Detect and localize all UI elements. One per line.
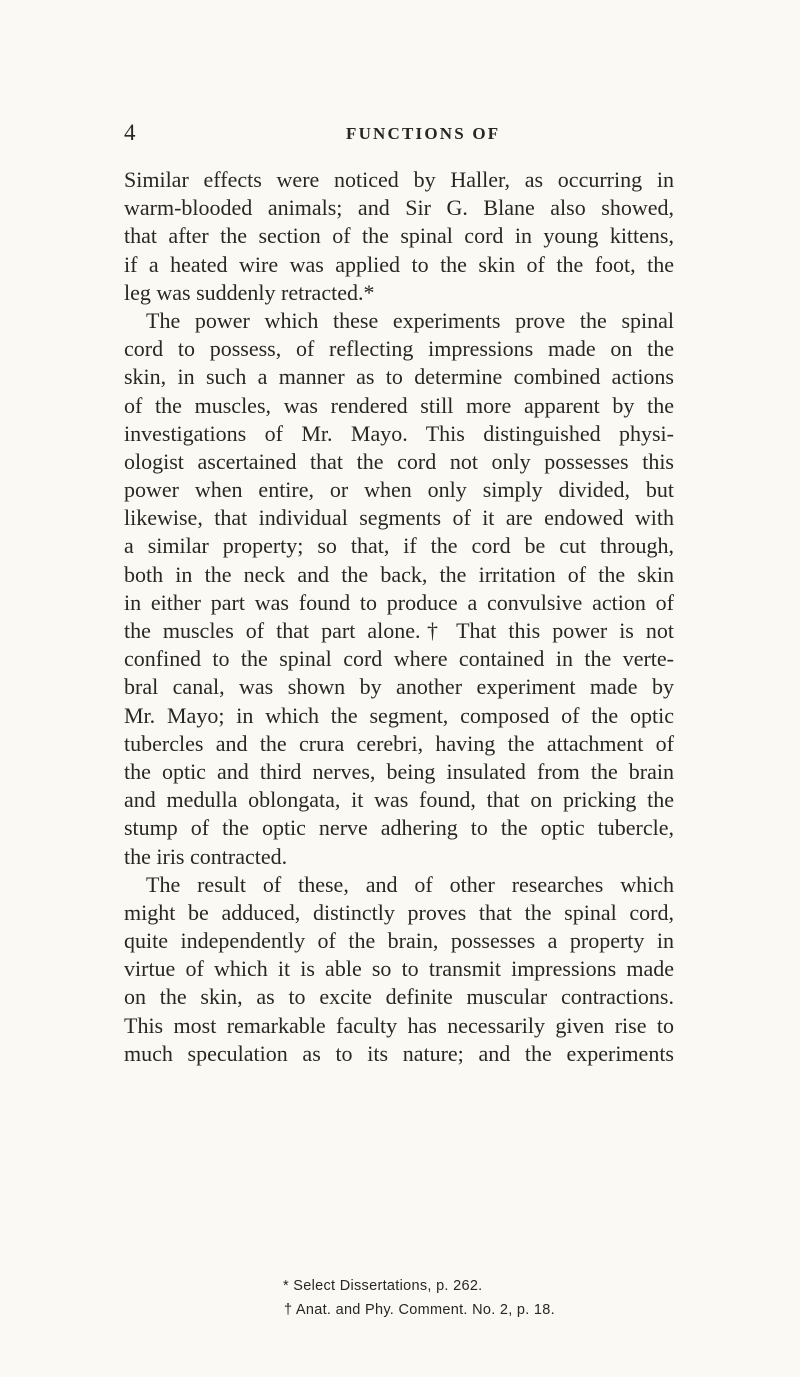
text-line: The result of these, and of other researches which [146, 871, 674, 897]
body-text [124, 166, 674, 1068]
text-line: might be adduced, distinctly proves that the spinal cord, [124, 899, 674, 925]
text-line: This most remarkable faculty has necessarily given rise to [124, 1012, 674, 1038]
text-line: a similar property; so that, if the cord be cut through, [124, 533, 674, 559]
text-line: of the muscles, was rendered still more apparent by the [124, 392, 674, 418]
text-line: confined to the spinal cord where contained in the verte- [124, 646, 674, 672]
text-line: investigations of Mr. Mayo. This distinguished physi- [124, 420, 674, 446]
text-line: stump of the optic nerve adhering to the optic tubercle, [124, 815, 674, 841]
text-line: skin, in such a manner as to determine combined actions [124, 364, 674, 390]
footnote: * Select Dissertations, p. 262. [283, 1278, 483, 1294]
text-line: ologist ascertained that the cord not only possesses this [124, 448, 674, 474]
footnote: † Anat. and Phy. Comment. No. 2, p. 18. [284, 1302, 555, 1318]
text-line: if a heated wire was applied to the skin of the foot, the [124, 251, 674, 277]
text-line: both in the neck and the back, the irritation of the skin [124, 561, 674, 587]
text-line: The power which these experiments prove the spinal [146, 307, 674, 333]
text-line: quite independently of the brain, possesses a property in [124, 928, 674, 954]
text-line: likewise, that individual segments of it are endowed with [124, 505, 674, 531]
text-line: cord to possess, of reflecting impressions made on the [124, 336, 674, 362]
text-line: much speculation as to its nature; and the experiments [124, 1040, 674, 1066]
text-line: the optic and third nerves, being insulated from the brain [124, 758, 674, 784]
text-line: power when entire, or when only simply divided, but [124, 477, 674, 503]
text-line: the iris contracted. [124, 843, 288, 869]
text-line: the muscles of that part alone.† That this power is not [124, 618, 674, 643]
text-line: and medulla oblongata, it was found, that on pricking the [124, 787, 674, 813]
text-line: Mr. Mayo; in which the segment, composed of the optic [124, 702, 674, 728]
text-line: leg was suddenly retracted.* [124, 279, 375, 305]
text-line: tubercles and the crura cerebri, having the attachment of [124, 730, 674, 756]
page-header [0, 118, 800, 148]
text-line: bral canal, was shown by another experiment made by [124, 674, 674, 700]
running-head: FUNCTIONS OF [346, 124, 501, 143]
text-line: Similar effects were noticed by Haller, as occurring in [124, 167, 674, 192]
text-line: that after the section of the spinal cord in young kittens, [124, 223, 674, 249]
text-line: warm-blooded animals; and Sir G. Blane also showed, [124, 195, 674, 221]
text-line: in either part was found to produce a convulsive action of [124, 589, 674, 615]
text-line: on the skin, as to excite definite muscular contractions. [124, 984, 674, 1010]
page-number: 4 [124, 120, 136, 145]
text-line: virtue of which it is able so to transmit impressions made [124, 956, 674, 982]
